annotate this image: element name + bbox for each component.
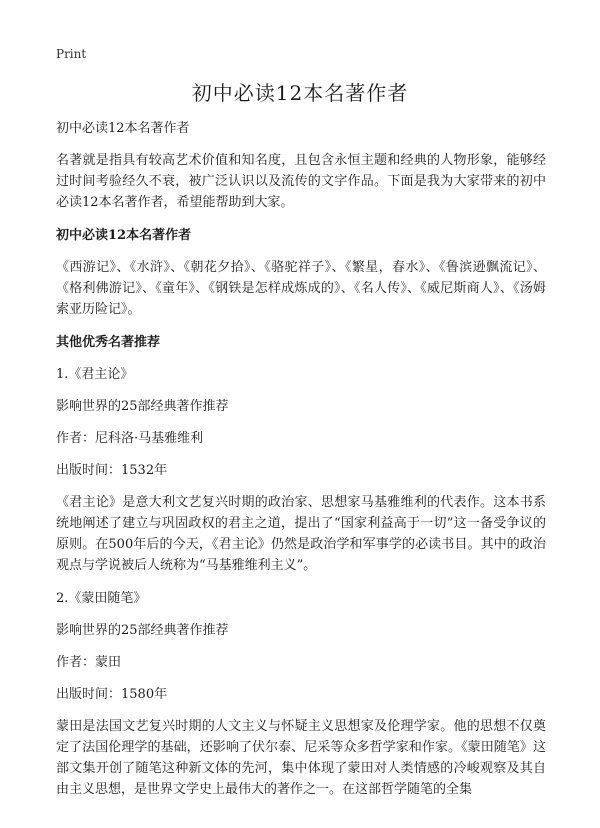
book-publish-date: 出版时间：1580年	[56, 687, 168, 702]
document-body	[56, 118, 546, 812]
book-author: 作者：蒙田	[56, 655, 122, 670]
book-author: 作者：尼科洛·马基雅维利	[56, 431, 204, 446]
book-publish-date: 出版时间：1532年	[56, 463, 168, 478]
book-description: 蒙田是法国文艺复兴时期的人文主义与怀疑主义思想家及伦理学家。他的思想不仅奠定了法国伦理学的基础，还影响了伏尔泰、尼采等众多哲学家和作家。《蒙田随笔》这部文集开创了随笔这种新文体的先河，集中体现了蒙田对人类情感的冷峻观察及其自由主义思想，是世界文学史上最伟大的著作之一。在这部哲学随笔的全集	[56, 719, 546, 797]
book-title: 1.《君主论》	[56, 367, 134, 382]
book-title: 2.《蒙田随笔》	[56, 591, 147, 606]
book-description: 《君主论》是意大利文艺复兴时期的政治家、思想家马基雅维利的代表作。这本书系统地阐述了建立与巩固政权的君主之道，提出了“国家利益高于一切”这一备受争议的原则。在500年后的今天，《君主论》仍然是政治学和军事学的必读书目。其中的政治观点与学说被后人统称为“马基雅维利主义”。	[56, 495, 546, 573]
book-list-paragraph: 《西游记》、《水浒》、《朝花夕拾》、《骆驼祥子》、《繁星，春水》、《鲁滨逊飘流记》、《格利佛游记》、《童年》、《钢铁是怎样成炼成的》、《名人传》、《威尼斯商人》、《汤姆索亚历险记》。	[56, 260, 546, 317]
book-recommend-line: 影响世界的25部经典著作推荐	[56, 399, 229, 414]
page-title: 初中必读12本名著作者	[191, 81, 409, 105]
intro-paragraph: 名著就是指具有较高艺术价值和知名度，且包含永恒主题和经典的人物形象，能够经过时间考验经久不衰，被广泛认识以及流传的文字作品。下面是我为大家带来的初中必读12本名著作者，希望能帮助到大家。	[56, 153, 546, 210]
print-label: Print	[56, 47, 87, 61]
section-heading-required-books: 初中必读12本名著作者	[56, 228, 192, 243]
subtitle-line: 初中必读12本名著作者	[56, 121, 190, 136]
book-recommend-line: 影响世界的25部经典著作推荐	[56, 623, 229, 638]
section-heading-recommendations: 其他优秀名著推荐	[56, 335, 161, 350]
